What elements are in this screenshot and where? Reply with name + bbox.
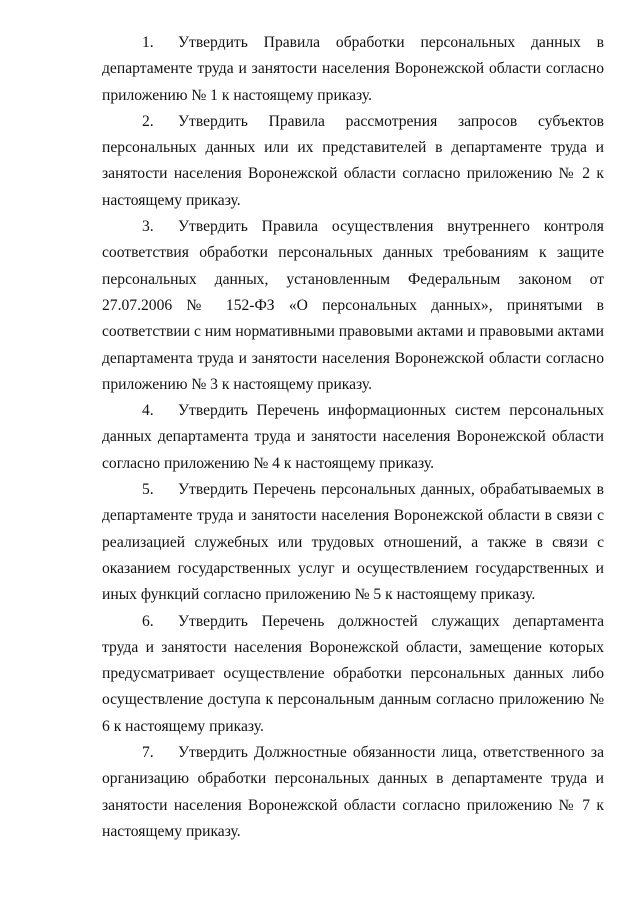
paragraph-number: 1. — [142, 34, 154, 51]
paragraph-4 — [102, 398, 604, 477]
paragraph-number: 3. — [142, 218, 154, 236]
paragraph-text: Утвердить Перечень должностей служащих департамента труда и занятости населения Воронежской области, замещение которых предусматривает осуществление обработки персональных данных либо осуществление доступа к персональным данным согласно приложению № 6 к настоящему приказу. — [102, 612, 604, 735]
document-body — [102, 30, 604, 845]
paragraph-number: 4. — [142, 402, 154, 420]
paragraph-number: 7. — [142, 744, 154, 762]
paragraph-7 — [102, 740, 604, 845]
paragraph-number: 6. — [142, 612, 154, 630]
paragraph-text: Утвердить Перечень информационных систем персональных данных департамента труда и занятости населения Воронежской области согласно приложению № 4 к настоящему приказу. — [102, 402, 604, 472]
paragraph-1 — [102, 30, 604, 109]
paragraph-text: Утвердить Должностные обязанности лица, ответственного за организацию обработки персональных данных в департаменте труда и занятости населения Воронежской области согласно приложению № 7 к настоящему приказу. — [102, 744, 604, 840]
paragraph-number: 2. — [142, 112, 154, 130]
paragraph-3 — [102, 214, 604, 398]
paragraph-text: Утвердить Правила обработки персональных данных в департаменте труда и занятости населения Воронежской области согласно приложению № 1 к настоящему приказу. — [102, 34, 604, 104]
paragraph-2 — [102, 109, 604, 214]
paragraph-text: Утвердить Правила рассмотрения запросов субъектов персональных данных или их представителей в департаменте труда и занятости населения Воронежской области согласно приложению № 2 к настоящему приказу. — [102, 112, 604, 209]
paragraph-text: Утвердить Перечень персональных данных, обрабатываемых в департаменте труда и занятости населения Воронежской области в связи с реализацией служебных или трудовых отношений, а также в связи с оказанием государственных услуг и осуществлением государственных и иных функций согласно приложению № 5 к настоящему приказу. — [102, 481, 604, 604]
paragraph-5 — [102, 477, 604, 608]
paragraph-number: 5. — [142, 481, 154, 499]
paragraph-text: Утвердить Правила осуществления внутреннего контроля соответствия обработки персональных данных требованиям к защите персональных данных, установленным Федеральным законом от 27.07.2006 № 152-ФЗ «О персональных данных», принятыми в соответствии с ним нормативными правовыми актами и правовыми актами департамента труда и занятости населения Воронежской области согласно приложению № 3 к настоящему приказу. — [102, 218, 604, 393]
paragraph-6 — [102, 609, 604, 740]
